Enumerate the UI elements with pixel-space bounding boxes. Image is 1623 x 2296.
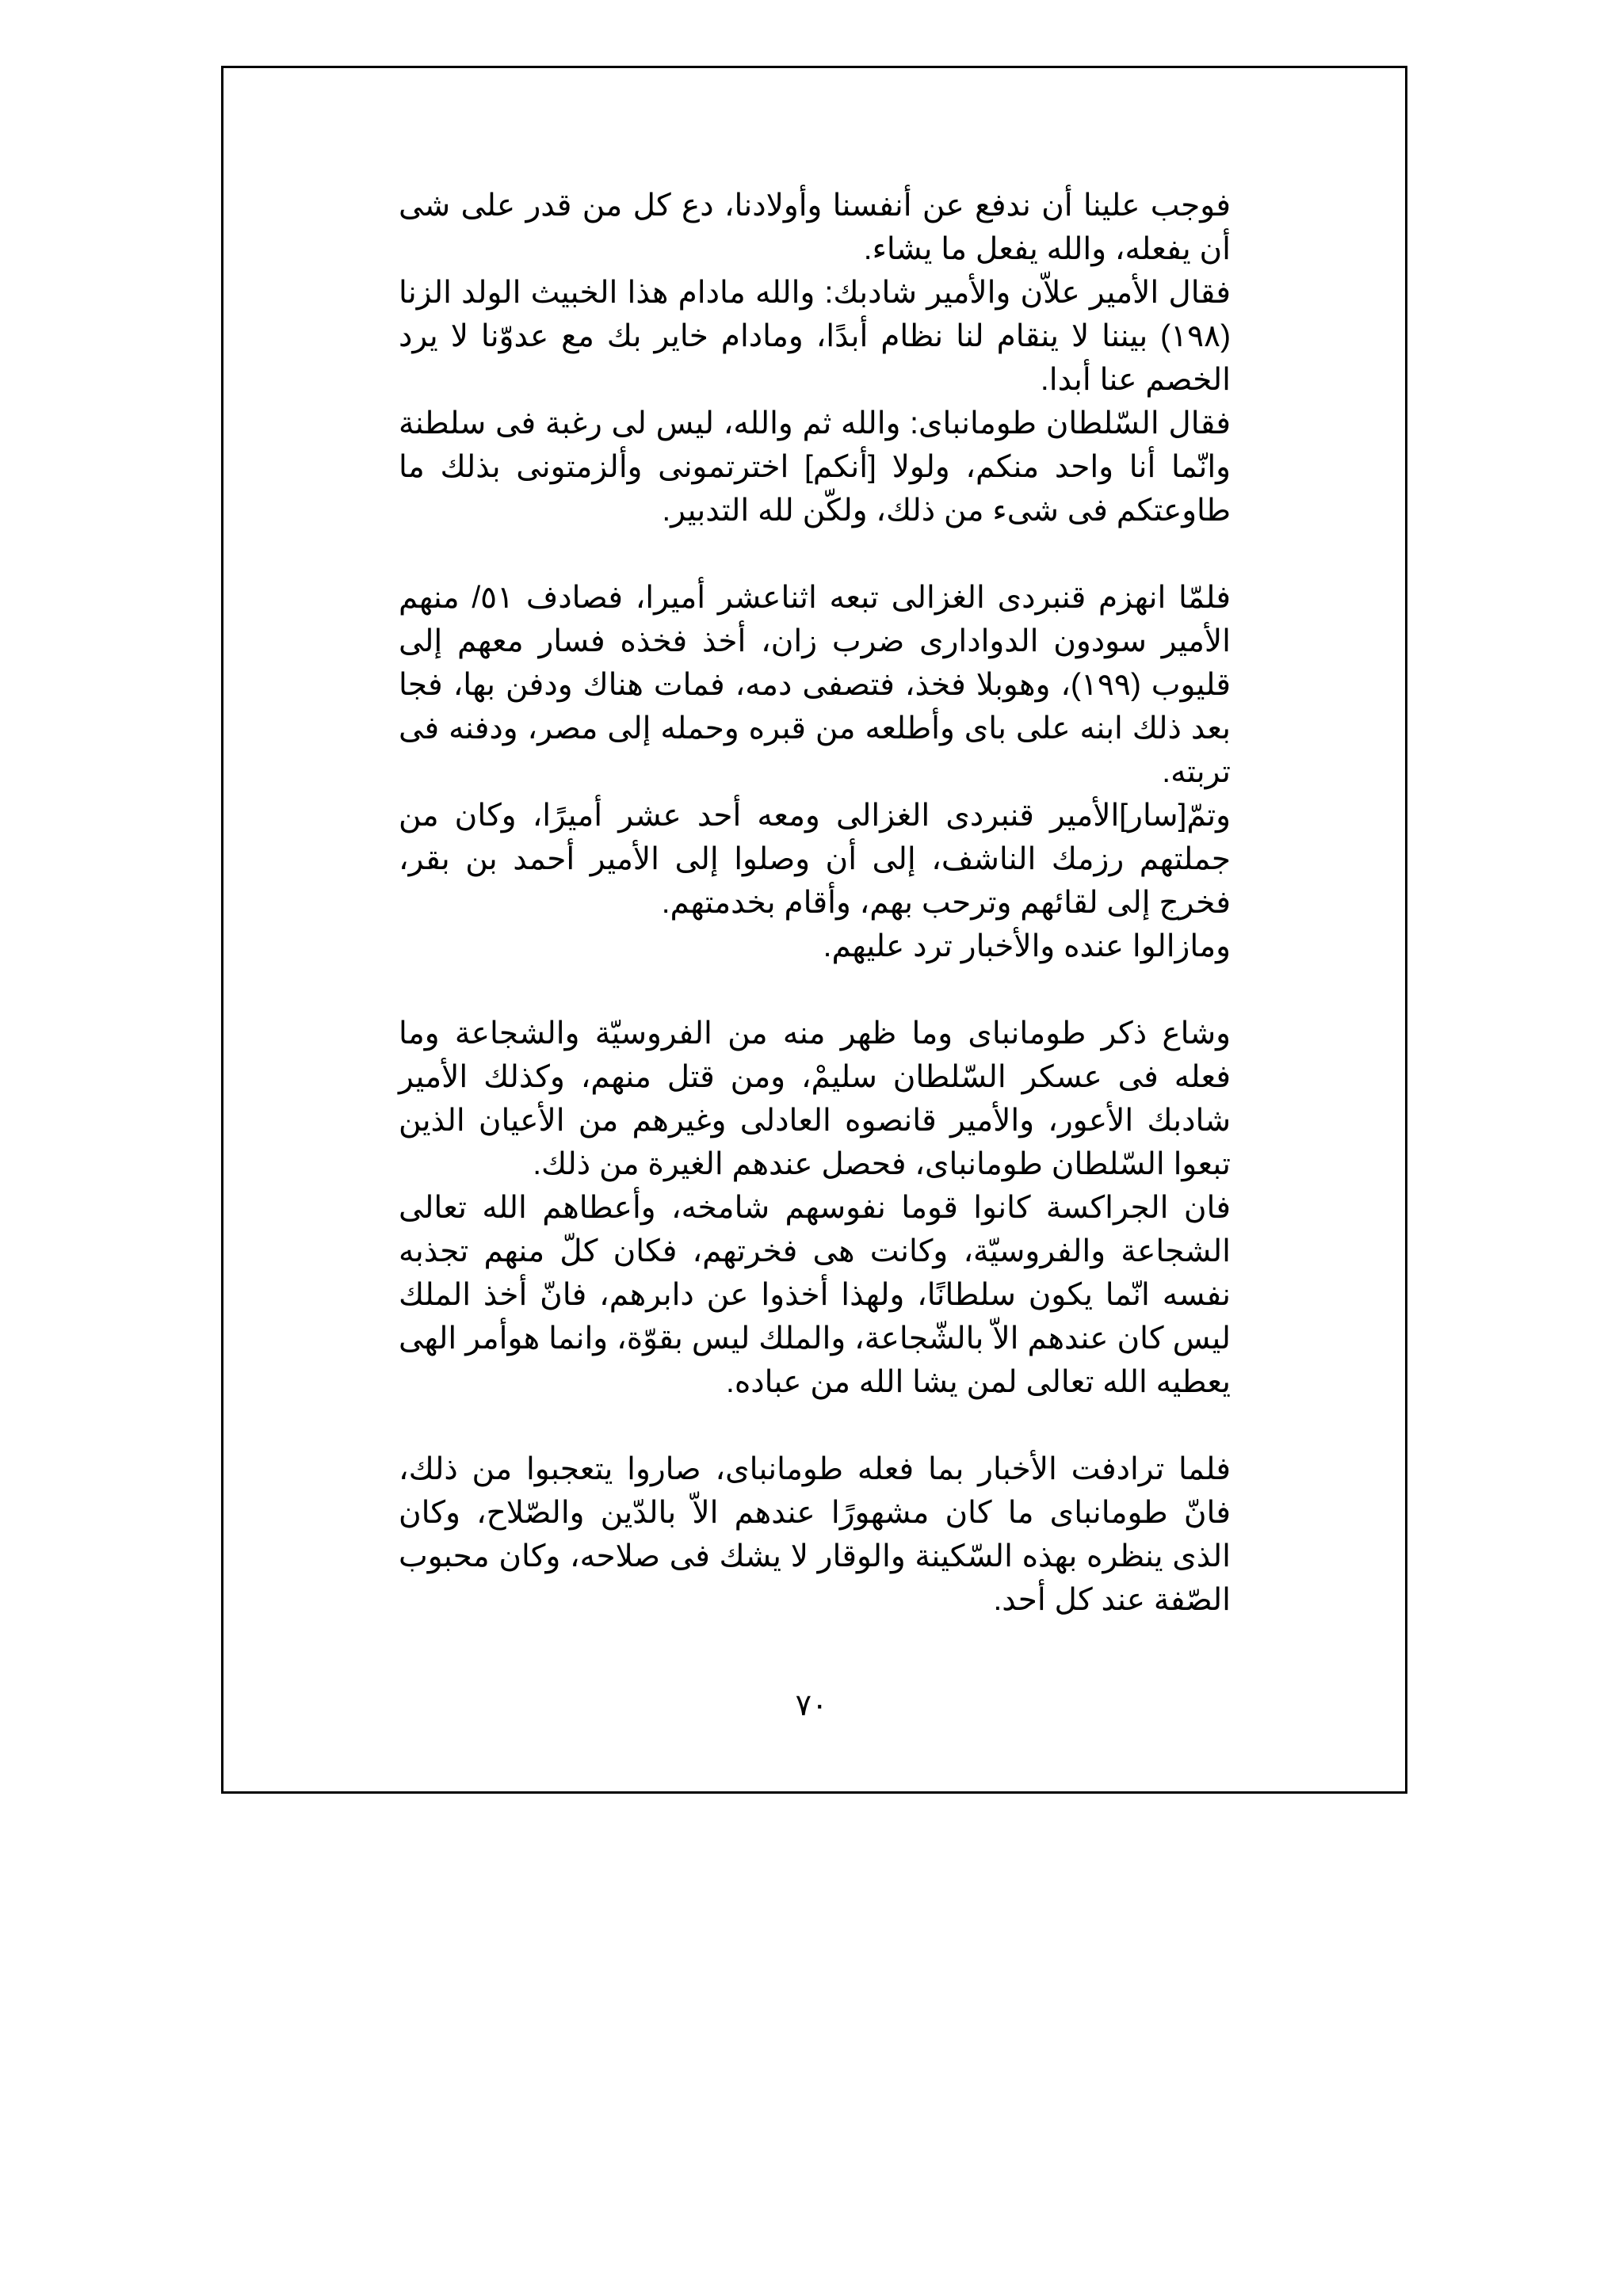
paragraph: ومازالوا عنده والأخبار ترد عليهم. <box>823 929 1231 963</box>
paragraph: فلمّا انهزم قنبردى الغزالى تبعه اثناعشر أميرا، فصادف ٥١/ منهم الأمير سودون الدوادارى ضرب زان، أخذ فخذه فسار معهم إلى قليوب (١٩٩)، وهوبلا فخذ، فتصفى دمه، فمات هناك ودفن بها، فجا بعد ذلك ابنه على باى وأطلعه من قبره وحمله إلى مصر، ودفنه فى تربته. <box>399 581 1231 789</box>
paragraph: فلما ترادفت الأخبار بما فعله طومانباى، صاروا يتعجبوا من ذلك، فانّ طومانباى ما كان مشهورًا عندهم الاّ بالدّين والصّلاح، وكان الذى ينظره بهذه السّكينة والوقار لا يشك فى صلاحه، وكان محبوب الصّفة عند كل أحد. <box>399 1452 1231 1617</box>
text-section-3 <box>399 1012 1231 1404</box>
body-text <box>399 184 1231 1665</box>
paragraph: فقال الأمير علاّن والأمير شادبك: والله مادام هذا الخبيث الولد الزنا (١٩٨) بيننا لا ينقام لنا نظام أبدًا، ومادام خاير بك مع عدوّنا لا يرد الخصم عنا أبدا. <box>399 276 1231 397</box>
text-section-2 <box>399 576 1231 968</box>
paragraph: فقال السّلطان طومانباى: والله ثم والله، ليس لى رغبة فى سلطنة وانّما أنا واحد منكم، ولولا [أنكم] اخترتمونى وألزمتونى بذلك ما طاوعتكم فى شىء من ذلك، ولكّن لله التدبير. <box>399 406 1231 528</box>
paragraph: وتمّ[سار]الأمير قنبردى الغزالى ومعه أحد عشر أميرًا، وكان من جملتهم رزمك الناشف، إلى أن وصلوا إلى الأمير أحمد بن بقر، فخرج إلى لقائهم وترحب بهم، وأقام بخدمتهم. <box>399 799 1231 920</box>
page-number: ٧٠ <box>795 1689 828 1722</box>
paragraph: وشاع ذكر طومانباى وما ظهر منه من الفروسيّة والشجاعة وما فعله فى عسكر السّلطان سليمْ، ومن قتل منهم، وكذلك الأمير شادبك الأعور، والأمير قانصوه العادلى وغيرهم من الأعيان الذين تبعوا السّلطان طومانباى، فحصل عندهم الغيرة من ذلك. <box>399 1016 1231 1181</box>
text-section-4 <box>399 1447 1231 1622</box>
paragraph: فوجب علينا أن ندفع عن أنفسنا وأولادنا، دع كل من قدر على شى أن يفعله، والله يفعل ما يشاء. <box>399 189 1231 266</box>
text-section-1 <box>399 184 1231 532</box>
paragraph: فان الجراكسة كانوا قوما نفوسهم شامخه، وأعطاهم الله تعالى الشجاعة والفروسيّة، وكانت هى فخرتهم، فكان كلّ منهم تجذبه نفسه انّما يكون سلطانًا، ولهذا أخذوا عن دابرهم، فانّ أخذ الملك ليس كان عندهم الاّ بالشّجاعة، والملك ليس بقوّة، وانما هوأمر الهى يعطيه الله تعالى لمن يشا الله من عباده. <box>399 1191 1231 1399</box>
